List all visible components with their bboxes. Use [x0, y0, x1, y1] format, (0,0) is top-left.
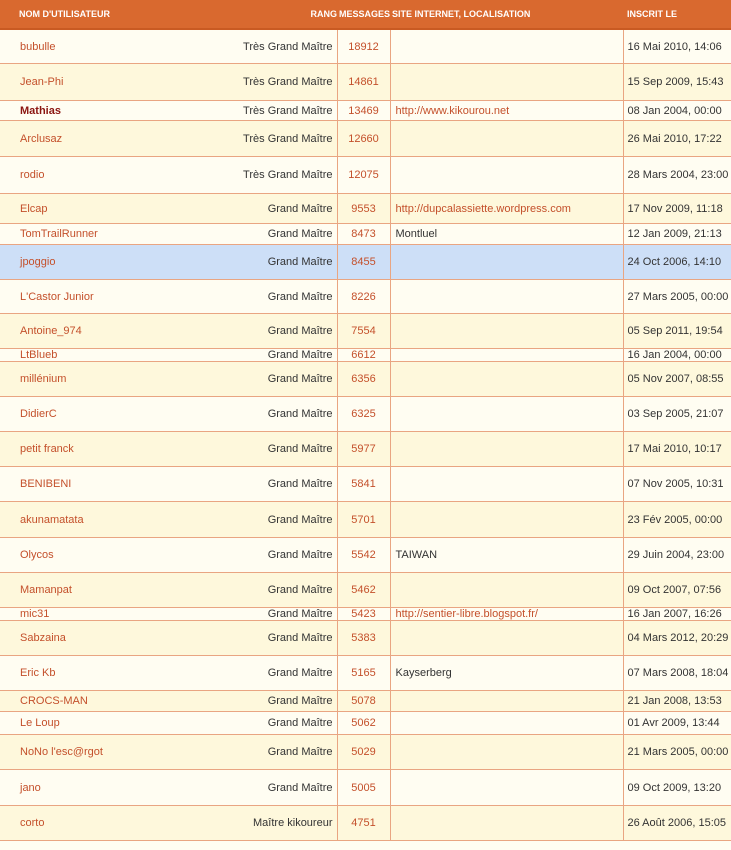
message-count-link[interactable]: 12660: [337, 121, 390, 157]
username-link[interactable]: akunamatata: [0, 502, 241, 538]
message-count-link[interactable]: 5423: [337, 608, 390, 621]
registered-date-cell: 09 Oct 2007, 07:56: [623, 573, 731, 608]
message-count-link[interactable]: 5383: [337, 621, 390, 656]
table-row: [0, 467, 731, 502]
column-header-website-location[interactable]: SITE INTERNET, LOCALISATION: [390, 0, 623, 29]
registered-date-cell: 05 Sep 2011, 19:54: [623, 314, 731, 349]
message-count-link[interactable]: 8473: [337, 224, 390, 245]
registered-date-cell: 15 Sep 2009, 15:43: [623, 64, 731, 101]
username-link[interactable]: Mathias: [0, 101, 241, 121]
registered-date-cell: 16 Jan 2007, 16:26: [623, 608, 731, 621]
username-link[interactable]: Arclusaz: [0, 121, 241, 157]
username-link[interactable]: jpoggio: [0, 245, 241, 280]
rank-cell: Maître kikoureur: [241, 806, 337, 841]
message-count-link[interactable]: 6356: [337, 362, 390, 397]
message-count-link[interactable]: 5165: [337, 656, 390, 691]
message-count-link[interactable]: 5078: [337, 691, 390, 712]
website-link[interactable]: http://dupcalassiette.wordpress.com: [390, 194, 623, 224]
username-link[interactable]: millénium: [0, 362, 241, 397]
table-row: [0, 502, 731, 538]
registered-date-cell: 21 Jan 2008, 13:53: [623, 691, 731, 712]
message-count-link[interactable]: 18912: [337, 29, 390, 64]
location-cell: [390, 157, 623, 194]
rank-cell: Grand Maître: [241, 735, 337, 770]
table-row: [0, 432, 731, 467]
location-cell: [390, 573, 623, 608]
username-link[interactable]: TomTrailRunner: [0, 224, 241, 245]
message-count-link[interactable]: 8226: [337, 280, 390, 314]
table-row: [0, 194, 731, 224]
rank-cell: Grand Maître: [241, 770, 337, 806]
username-link[interactable]: jano: [0, 770, 241, 806]
username-link[interactable]: rodio: [0, 157, 241, 194]
column-header-rank[interactable]: RANG: [241, 0, 337, 29]
registered-date-cell: 07 Nov 2005, 10:31: [623, 467, 731, 502]
table-row: [0, 280, 731, 314]
message-count-link[interactable]: 5977: [337, 432, 390, 467]
table-row: [0, 362, 731, 397]
table-row: [0, 349, 731, 362]
table-row: [0, 806, 731, 841]
username-link[interactable]: CROCS-MAN: [0, 691, 241, 712]
table-row: [0, 397, 731, 432]
rank-cell: Grand Maître: [241, 691, 337, 712]
rank-cell: Très Grand Maître: [241, 101, 337, 121]
registered-date-cell: 17 Nov 2009, 11:18: [623, 194, 731, 224]
table-row: [0, 573, 731, 608]
message-count-link[interactable]: 6325: [337, 397, 390, 432]
username-link[interactable]: Olycos: [0, 538, 241, 573]
username-link[interactable]: mic31: [0, 608, 241, 621]
rank-cell: Grand Maître: [241, 397, 337, 432]
registered-date-cell: 05 Nov 2007, 08:55: [623, 362, 731, 397]
username-link[interactable]: BENIBENI: [0, 467, 241, 502]
message-count-link[interactable]: 5542: [337, 538, 390, 573]
message-count-link[interactable]: 12075: [337, 157, 390, 194]
username-link[interactable]: Le Loup: [0, 712, 241, 735]
rank-cell: Très Grand Maître: [241, 29, 337, 64]
table-row: [0, 64, 731, 101]
message-count-link[interactable]: 5005: [337, 770, 390, 806]
location-cell: [390, 691, 623, 712]
registered-date-cell: 27 Mars 2005, 00:00: [623, 280, 731, 314]
table-row: [0, 121, 731, 157]
location-cell: [390, 314, 623, 349]
rank-cell: Grand Maître: [241, 538, 337, 573]
message-count-link[interactable]: 6612: [337, 349, 390, 362]
registered-date-cell: 01 Avr 2009, 13:44: [623, 712, 731, 735]
table-row: [0, 224, 731, 245]
registered-date-cell: 16 Jan 2004, 00:00: [623, 349, 731, 362]
location-cell: Montluel: [390, 224, 623, 245]
location-cell: [390, 397, 623, 432]
website-link[interactable]: http://sentier-libre.blogspot.fr/: [390, 608, 623, 621]
location-cell: [390, 770, 623, 806]
rank-cell: Grand Maître: [241, 502, 337, 538]
registered-date-cell: 23 Fév 2005, 00:00: [623, 502, 731, 538]
table-row: [0, 538, 731, 573]
table-row: [0, 314, 731, 349]
location-cell: [390, 806, 623, 841]
message-count-link[interactable]: 13469: [337, 101, 390, 121]
column-header-registered[interactable]: INSCRIT LE: [623, 0, 731, 29]
message-count-link[interactable]: 5462: [337, 573, 390, 608]
rank-cell: Grand Maître: [241, 656, 337, 691]
location-cell: [390, 735, 623, 770]
location-cell: [390, 502, 623, 538]
registered-date-cell: 08 Jan 2004, 00:00: [623, 101, 731, 121]
username-link[interactable]: Eric Kb: [0, 656, 241, 691]
username-link[interactable]: Mamanpat: [0, 573, 241, 608]
table-row: [0, 621, 731, 656]
registered-date-cell: 21 Mars 2005, 00:00: [623, 735, 731, 770]
table-row: [0, 29, 731, 64]
location-cell: TAIWAN: [390, 538, 623, 573]
table-row: [0, 691, 731, 712]
username-link[interactable]: bubulle: [0, 29, 241, 64]
location-cell: [390, 349, 623, 362]
location-cell: [390, 432, 623, 467]
table-row: [0, 735, 731, 770]
table-row: [0, 656, 731, 691]
username-link[interactable]: Elcap: [0, 194, 241, 224]
username-link[interactable]: corto: [0, 806, 241, 841]
registered-date-cell: 24 Oct 2006, 14:10: [623, 245, 731, 280]
registered-date-cell: 29 Juin 2004, 23:00: [623, 538, 731, 573]
registered-date-cell: 26 Août 2006, 15:05: [623, 806, 731, 841]
username-link[interactable]: LtBlueb: [0, 349, 241, 362]
message-count-link[interactable]: 14861: [337, 64, 390, 101]
registered-date-cell: 04 Mars 2012, 20:29: [623, 621, 731, 656]
column-header-username[interactable]: NOM D'UTILISATEUR: [0, 0, 241, 29]
rank-cell: Grand Maître: [241, 621, 337, 656]
rank-cell: Grand Maître: [241, 608, 337, 621]
registered-date-cell: 28 Mars 2004, 23:00: [623, 157, 731, 194]
rank-cell: Grand Maître: [241, 573, 337, 608]
message-count-link[interactable]: 5029: [337, 735, 390, 770]
registered-date-cell: 17 Mai 2010, 10:17: [623, 432, 731, 467]
username-link[interactable]: Jean-Phi: [0, 64, 241, 101]
rank-cell: Grand Maître: [241, 712, 337, 735]
table-row: [0, 712, 731, 735]
location-cell: [390, 245, 623, 280]
message-count-link[interactable]: 7554: [337, 314, 390, 349]
rank-cell: Grand Maître: [241, 467, 337, 502]
rank-cell: Grand Maître: [241, 224, 337, 245]
username-link[interactable]: L'Castor Junior: [0, 280, 241, 314]
location-cell: [390, 362, 623, 397]
location-cell: [390, 712, 623, 735]
rank-cell: Grand Maître: [241, 194, 337, 224]
message-count-link[interactable]: 5701: [337, 502, 390, 538]
username-link[interactable]: petit franck: [0, 432, 241, 467]
username-link[interactable]: NoNo l'esc@rgot: [0, 735, 241, 770]
table-row: [0, 157, 731, 194]
rank-cell: Grand Maître: [241, 280, 337, 314]
location-cell: [390, 467, 623, 502]
rank-cell: Grand Maître: [241, 314, 337, 349]
location-cell: [390, 29, 623, 64]
location-cell: [390, 121, 623, 157]
location-cell: Kayserberg: [390, 656, 623, 691]
registered-date-cell: 26 Mai 2010, 17:22: [623, 121, 731, 157]
rank-cell: Grand Maître: [241, 245, 337, 280]
registered-date-cell: 03 Sep 2005, 21:07: [623, 397, 731, 432]
location-cell: [390, 621, 623, 656]
rank-cell: Grand Maître: [241, 349, 337, 362]
registered-date-cell: 07 Mars 2008, 18:04: [623, 656, 731, 691]
username-link[interactable]: Antoine_974: [0, 314, 241, 349]
username-link[interactable]: DidierC: [0, 397, 241, 432]
registered-date-cell: 12 Jan 2009, 21:13: [623, 224, 731, 245]
location-cell: [390, 64, 623, 101]
message-count-link[interactable]: 9553: [337, 194, 390, 224]
registered-date-cell: 16 Mai 2010, 14:06: [623, 29, 731, 64]
table-row: [0, 770, 731, 806]
message-count-link[interactable]: 5062: [337, 712, 390, 735]
column-header-messages[interactable]: MESSAGES: [337, 0, 390, 29]
username-link[interactable]: Sabzaina: [0, 621, 241, 656]
rank-cell: Très Grand Maître: [241, 157, 337, 194]
rank-cell: Très Grand Maître: [241, 64, 337, 101]
registered-date-cell: 09 Oct 2009, 13:20: [623, 770, 731, 806]
table-header-row: [0, 0, 731, 29]
rank-cell: Très Grand Maître: [241, 121, 337, 157]
message-count-link[interactable]: 4751: [337, 806, 390, 841]
table-row: [0, 245, 731, 280]
message-count-link[interactable]: 5841: [337, 467, 390, 502]
location-cell: [390, 280, 623, 314]
rank-cell: Grand Maître: [241, 362, 337, 397]
message-count-link[interactable]: 8455: [337, 245, 390, 280]
rank-cell: Grand Maître: [241, 432, 337, 467]
website-link[interactable]: http://www.kikourou.net: [390, 101, 623, 121]
table-row: [0, 608, 731, 621]
table-row: [0, 101, 731, 121]
